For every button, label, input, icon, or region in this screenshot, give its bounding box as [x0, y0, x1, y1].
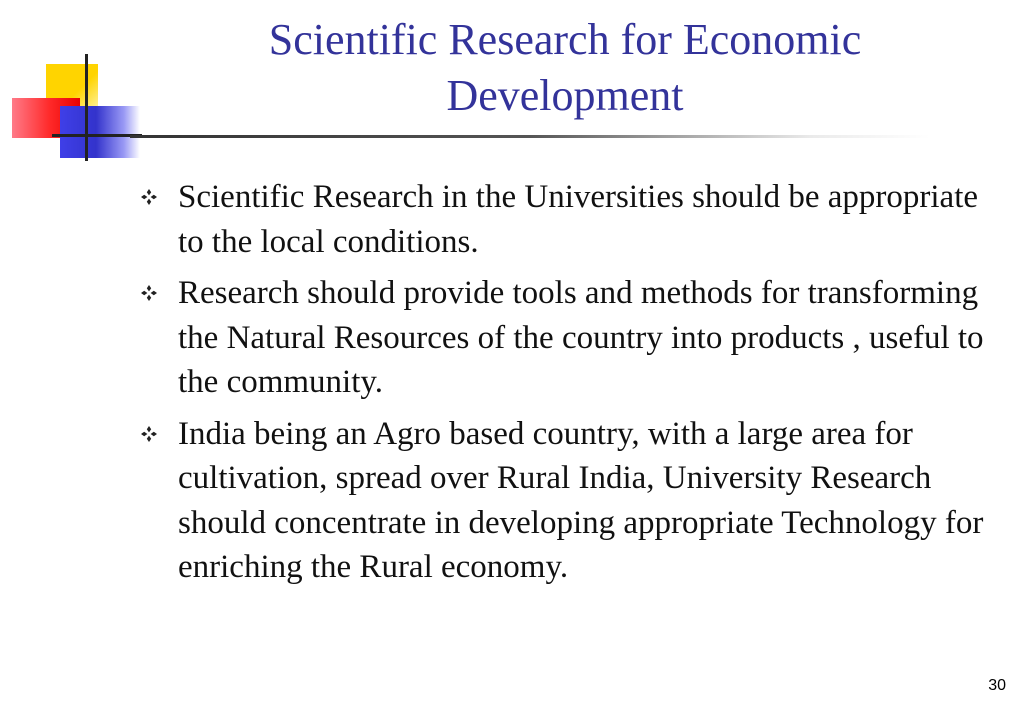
bullet-item: [140, 412, 1000, 590]
bullet-text: Scientific Research in the Universities should be appropriate to the local conditions.: [178, 179, 979, 260]
page-number: 30: [988, 677, 1006, 694]
decorative-logo: [0, 0, 160, 170]
bullet-text: India being an Agro based country, with a large area for cultivation, spread over Rural India, University Research should concentrate in developing appropriate Technology for enriching the Rural economy.: [178, 415, 984, 585]
four-diamond-bullet-icon: [140, 188, 158, 206]
bullet-item: [140, 271, 1000, 405]
four-diamond-bullet-icon: [140, 284, 158, 302]
horizontal-rule: [52, 134, 142, 137]
slide-title: [160, 12, 970, 124]
four-diamond-bullet-icon: [140, 425, 158, 443]
blue-square-shape: [60, 106, 140, 158]
bullet-item: [140, 175, 1000, 264]
title-divider: [130, 135, 930, 138]
slide-title-line-2: Development: [446, 71, 684, 120]
bullet-list: [140, 175, 1000, 597]
slide-title-line-1: Scientific Research for Economic: [268, 15, 862, 64]
bullet-text: Research should provide tools and methods for transforming the Natural Resources of the country into products , useful to the community.: [178, 275, 984, 400]
vertical-rule: [85, 54, 88, 161]
